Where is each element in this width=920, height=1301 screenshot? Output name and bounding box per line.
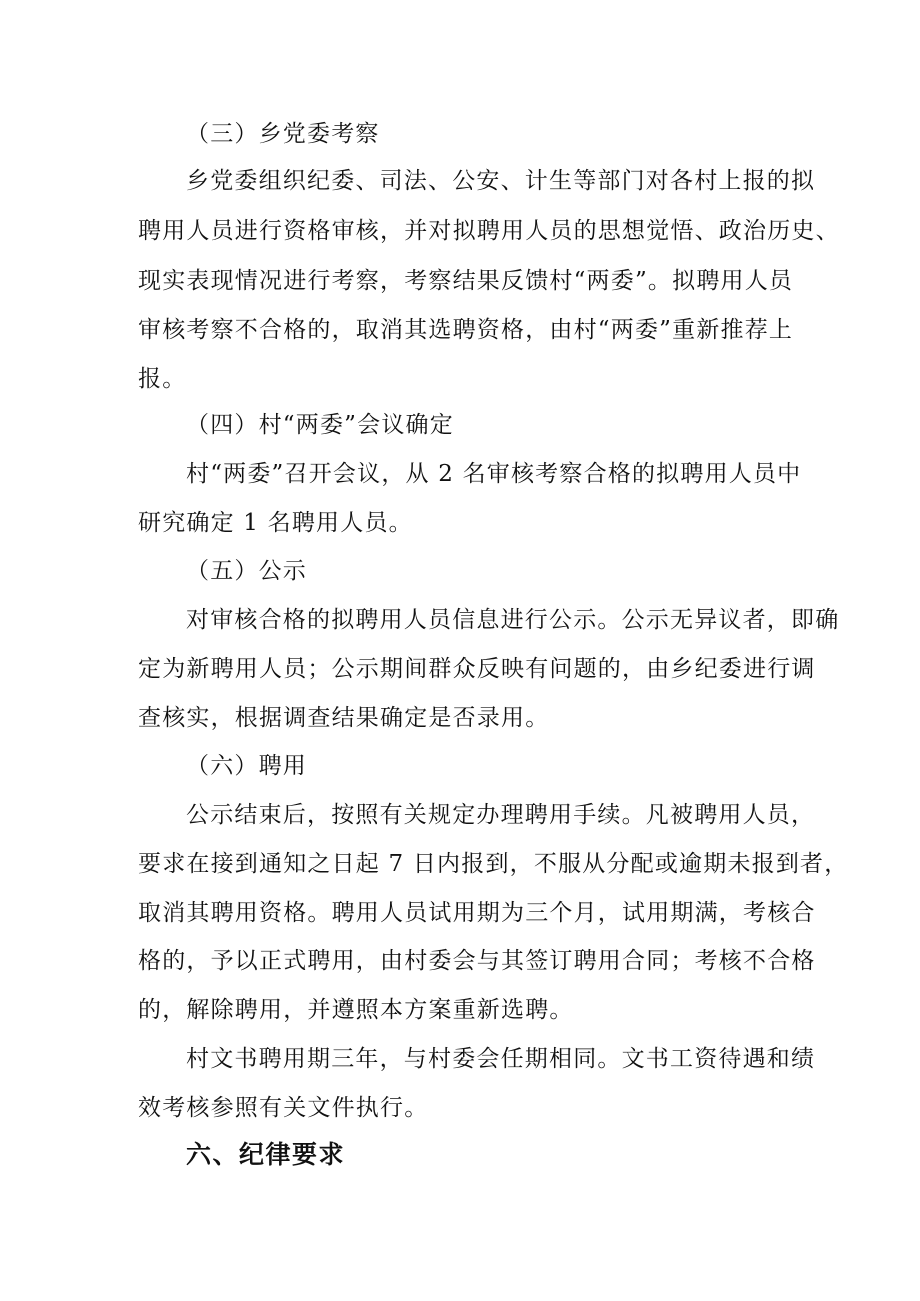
paragraph-line: 村“两委”召开会议，从 2 名审核考察合格的拟聘用人员中: [186, 461, 802, 487]
paragraph-line: 要求在接到通知之日起 7 日内报到，不服从分配或逾期未报到者，: [138, 851, 849, 877]
paragraph-line: 效考核参照有关文件执行。: [138, 1095, 429, 1121]
section-title-5: （五）公示: [186, 558, 307, 584]
paragraph-line: 村文书聘用期三年，与村委会任期相同。文书工资待遇和绩: [186, 1046, 816, 1072]
paragraph-line: 取消其聘用资格。聘用人员试用期为三个月，试用期满，考核合: [138, 900, 816, 926]
paragraph-line: 查核实，根据调查结果确定是否录用。: [138, 705, 550, 731]
paragraph-line: 的，解除聘用，并遵照本方案重新选聘。: [138, 997, 574, 1023]
paragraph-line: 公示结束后，按照有关规定办理聘用手续。凡被聘用人员，: [186, 802, 816, 828]
paragraph-line: 聘用人员进行资格审核，并对拟聘用人员的思想觉悟、政治历史、: [138, 218, 840, 244]
paragraph-line: 定为新聘用人员；公示期间群众反映有问题的，由乡纪委进行调: [138, 656, 816, 682]
chapter-heading: 六、纪律要求: [186, 1140, 346, 1169]
paragraph-line: 审核考察不合格的，取消其选聘资格，由村“两委”重新推荐上: [138, 317, 794, 343]
paragraph-line: 现实表现情况进行考察，考察结果反馈村“两委”。拟聘用人员: [138, 268, 794, 294]
paragraph-line: 乡党委组织纪委、司法、公安、计生等部门对各村上报的拟: [186, 168, 816, 194]
section-title-4: （四）村“两委”会议确定: [186, 412, 454, 438]
paragraph-line: 报。: [138, 366, 187, 392]
paragraph-line: 对审核合格的拟聘用人员信息进行公示。公示无异议者，即确: [186, 607, 840, 633]
section-title-3: （三）乡党委考察: [186, 121, 380, 147]
section-title-6: （六）聘用: [186, 753, 307, 779]
paragraph-line: 研究确定 1 名聘用人员。: [138, 510, 413, 536]
paragraph-line: 格的，予以正式聘用，由村委会与其签订聘用合同；考核不合格: [138, 948, 816, 974]
